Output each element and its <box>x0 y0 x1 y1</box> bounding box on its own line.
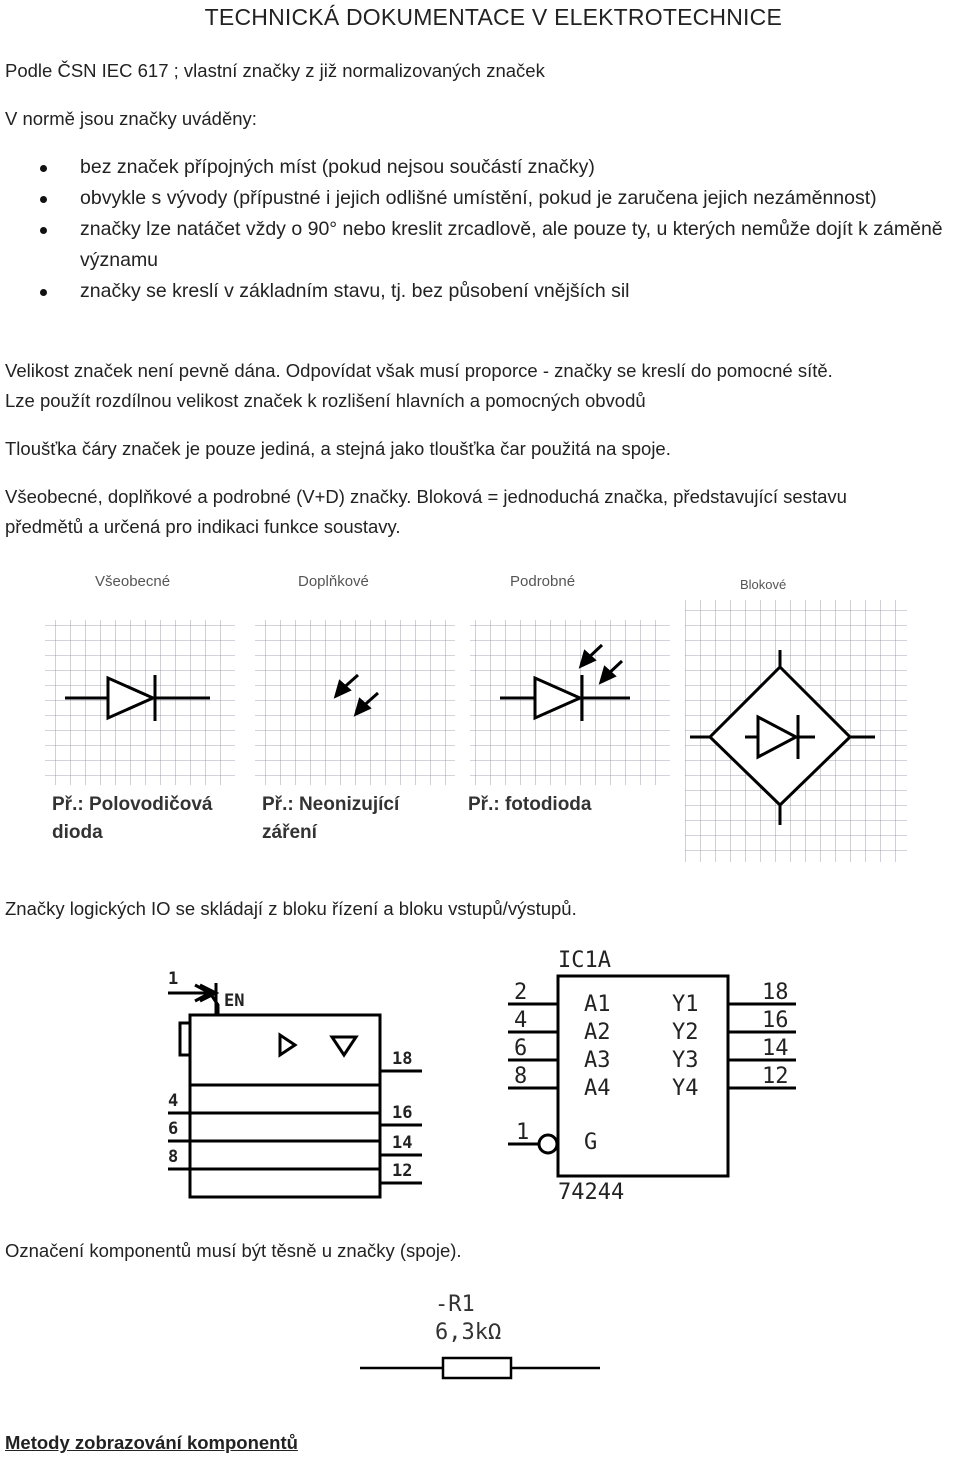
resistor-figure <box>355 1290 605 1400</box>
symbol-types-figure <box>40 565 910 865</box>
caption-diode <box>52 791 212 847</box>
logic-block-figure <box>160 969 430 1215</box>
grid-complementary <box>255 620 455 785</box>
label-detailed: Podrobné <box>510 573 576 590</box>
caption-line: záření <box>262 822 317 843</box>
caption-radiation <box>262 791 399 847</box>
ic-gate-pin: 1 <box>516 1120 530 1145</box>
ic-output-label: Y4 <box>672 1076 699 1101</box>
ic-input-label: A3 <box>584 1048 611 1073</box>
norm-heading: V normě jsou značky uváděny: <box>5 108 257 129</box>
marking-paragraph: Označení komponentů musí být těsně u značky (spoje). <box>5 1240 462 1261</box>
ic-part-number: 74244 <box>558 1180 625 1205</box>
ic-input-pin: 6 <box>514 1036 528 1061</box>
input-pin-number: 4 <box>168 1091 179 1111</box>
bullet-item: bez značek přípojných míst (pokud nejsou součástí značky) <box>40 152 960 183</box>
output-pin-number: 16 <box>392 1103 413 1123</box>
label-general: Všeobecné <box>95 573 171 590</box>
resistor-name: -R1 <box>435 1292 475 1317</box>
norm-bullet-list <box>40 152 960 307</box>
input-pin-number: 8 <box>168 1147 179 1167</box>
methods-heading: Metody zobrazování komponentů <box>5 1432 298 1453</box>
caption-photodiode <box>468 791 591 819</box>
ic-name: IC1A <box>558 948 611 973</box>
bullet-item: značky lze natáčet vždy o 90° nebo kreslit zrcadlově, ale pouze ty, u kterých nemůže dojít k záměně významu <box>40 214 960 276</box>
size-paragraph-2: Lze použít rozdílnou velikost značek k rozlišení hlavních a pomocných obvodů <box>5 390 646 411</box>
caption-line: Př.: fotodioda <box>468 794 592 815</box>
label-complementary: Doplňkové <box>298 573 369 590</box>
enable-label: EN <box>224 991 245 1011</box>
ic-input-pin: 8 <box>514 1064 528 1089</box>
intro-text: Podle ČSN IEC 617 ; vlastní značky z již normalizovaných značek <box>5 60 545 81</box>
ic-input-label: A2 <box>584 1020 611 1045</box>
ic-input-label: A1 <box>584 992 611 1017</box>
ic-74244-figure <box>500 948 810 1208</box>
thickness-paragraph: Tloušťka čáry značek je pouze jediná, a stejná jako tloušťka čar použitá na spoje. <box>5 438 671 459</box>
ic-output-pin: 14 <box>762 1036 789 1061</box>
resistor-drawing <box>355 1290 605 1400</box>
ic-input-pin: 4 <box>514 1008 528 1033</box>
bullet-item: značky se kreslí v základním stavu, tj. bez působení vnějších sil <box>40 276 960 307</box>
ic-output-label: Y1 <box>672 992 699 1017</box>
page-title: TECHNICKÁ DOKUMENTACE V ELEKTROTECHNICE <box>204 4 782 30</box>
ic-gate-label: G <box>584 1130 598 1155</box>
types-paragraph-2: předmětů a určená pro indikaci funkce soustavy. <box>5 516 401 537</box>
input-pin-number: 6 <box>168 1119 179 1139</box>
bullet-item: obvykle s vývody (přípustné i jejich odlišné umístění, pokud je zaručena jejich nezáměnnost) <box>40 183 900 214</box>
ic-input-pin: 2 <box>514 980 528 1005</box>
output-pin-number: 14 <box>392 1133 413 1153</box>
logic-block-drawing <box>160 975 430 1215</box>
caption-line: Př.: Polovodičová <box>52 794 213 815</box>
ic-output-pin: 16 <box>762 1008 789 1033</box>
output-pin-number: 18 <box>392 1049 413 1069</box>
ic-output-pin: 12 <box>762 1064 789 1089</box>
caption-line: Př.: Neonizující <box>262 794 400 815</box>
types-paragraph-1: Všeobecné, doplňkové a podrobné (V+D) značky. Bloková = jednoduchá značka, představující sestavu <box>5 486 847 507</box>
ic-output-pin: 18 <box>762 980 789 1005</box>
ic-output-label: Y3 <box>672 1048 699 1073</box>
enable-pin-number: 1 <box>168 969 179 989</box>
size-paragraph-1: Velikost značek není pevně dána. Odpovídat však musí proporce - značky se kreslí do pomocné sítě. <box>5 360 833 381</box>
logic-paragraph: Značky logických IO se skládají z bloku řízení a bloku vstupů/výstupů. <box>5 898 577 919</box>
ic-output-label: Y2 <box>672 1020 699 1045</box>
resistor-value: 6,3kΩ <box>435 1320 502 1345</box>
caption-line: dioda <box>52 822 103 843</box>
ic-input-label: A4 <box>584 1076 611 1101</box>
output-pin-number: 12 <box>392 1161 413 1181</box>
label-block: Blokové <box>740 577 787 592</box>
